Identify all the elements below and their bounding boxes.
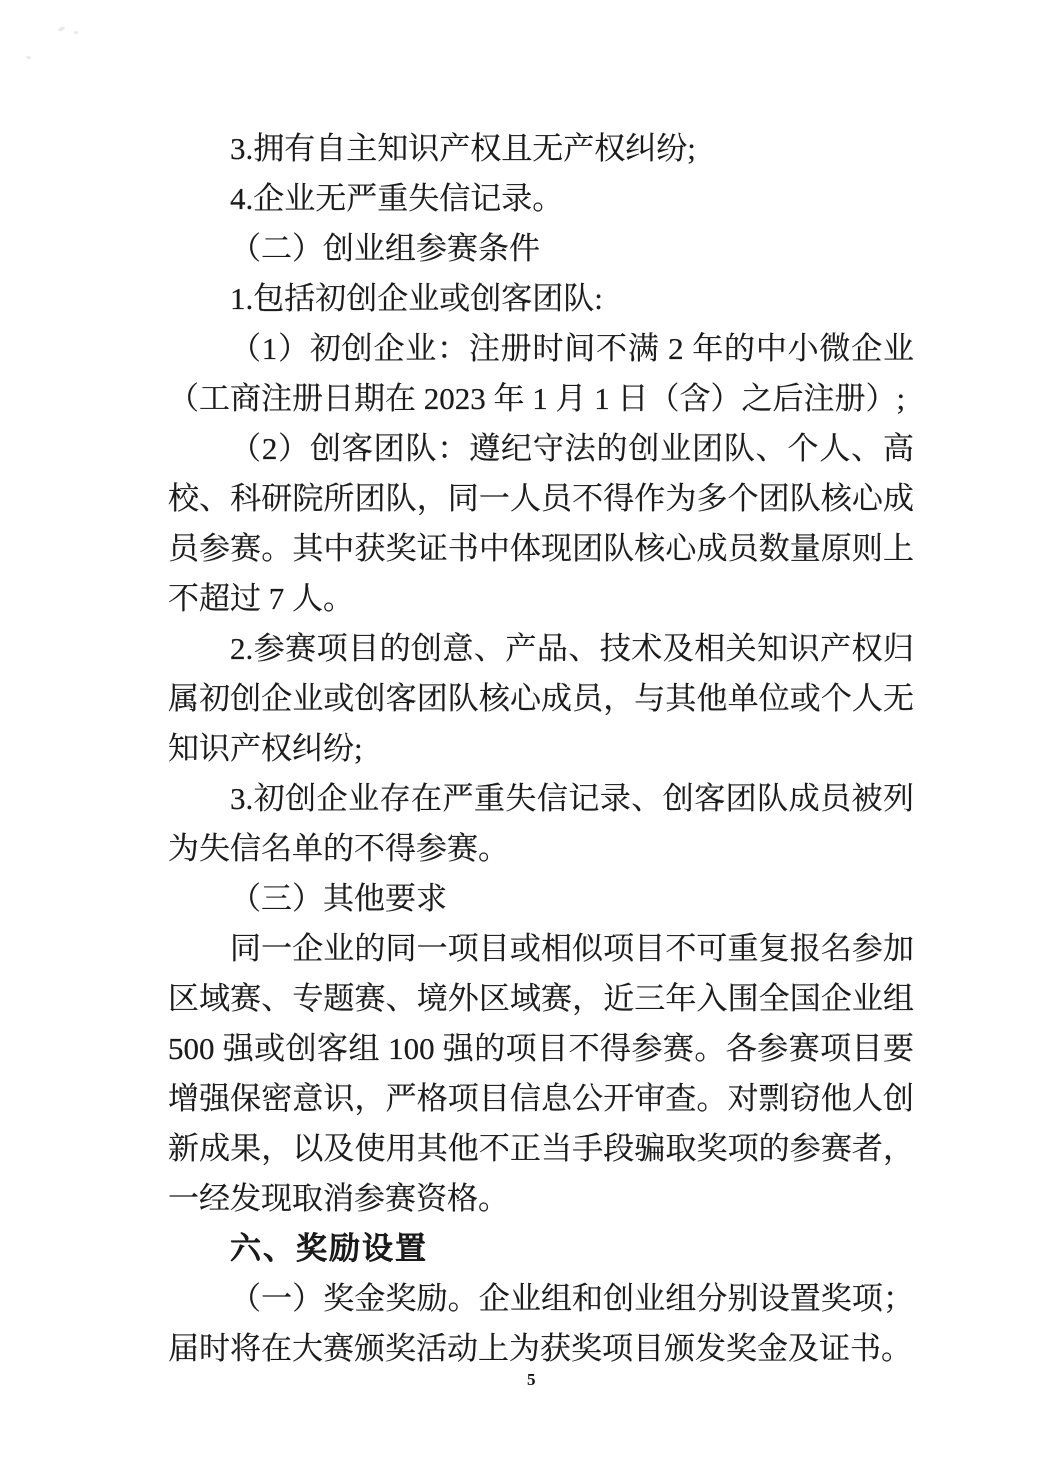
heading-section-3-other-requirements: （三）其他要求 [230,881,447,916]
scan-artifact [58,26,66,32]
para-award-money: （一）奖金奖励。企业组和创业组分别设置奖项；届时将在大赛颁奖活动上为获奖项目颁发奖金及证书。 [168,1281,914,1366]
para-sub2-maker-team: （2）创客团队：遵纪守法的创业团队、个人、高校、科研院所团队，同一人员不得作为多个团队核心成员参赛。其中获奖证书中体现团队核心成员数量原则上不超过 7 人。 [168,431,914,616]
heading-section-2-entrepreneur-group-conditions: （二）创业组参赛条件 [230,231,540,266]
para-item3-ip-ownership: 3.拥有自主知识产权且无产权纠纷; [230,131,696,166]
para-item3-dishonesty-ban: 3.初创企业存在严重失信记录、创客团队成员被列为失信名单的不得参赛。 [168,781,914,866]
scan-artifact [26,55,32,59]
para-item4-no-dishonesty: 4.企业无严重失信记录。 [230,181,564,216]
para-item1-included-groups: 1.包括初创企业或创客团队: [230,281,603,316]
scan-artifact [74,31,78,34]
page-number: 5 [527,1370,536,1389]
para-other-requirements-body: 同一企业的同一项目或相似项目不可重复报名参加区域赛、专题赛、境外区域赛，近三年入围全国企业组 500 强或创客组 100 强的项目不得参赛。各参赛项目要增强保密意识，严格项目信息公开审查。对剽窃他人创新成果，以及使用其他不正当手段骗取奖项的参赛者，一经发现取消参赛资格。 [168,931,914,1216]
heading-section-6-award-setup: 六、奖励设置 [230,1231,428,1266]
para-item2-project-ip: 2.参赛项目的创意、产品、技术及相关知识产权归属初创企业或创客团队核心成员，与其他单位或个人无知识产权纠纷; [168,631,914,766]
para-sub1-startup-enterprise: （1）初创企业：注册时间不满 2 年的中小微企业（工商注册日期在 2023 年 1 月 1 日（含）之后注册）; [168,331,914,416]
document-body [168,124,914,1374]
